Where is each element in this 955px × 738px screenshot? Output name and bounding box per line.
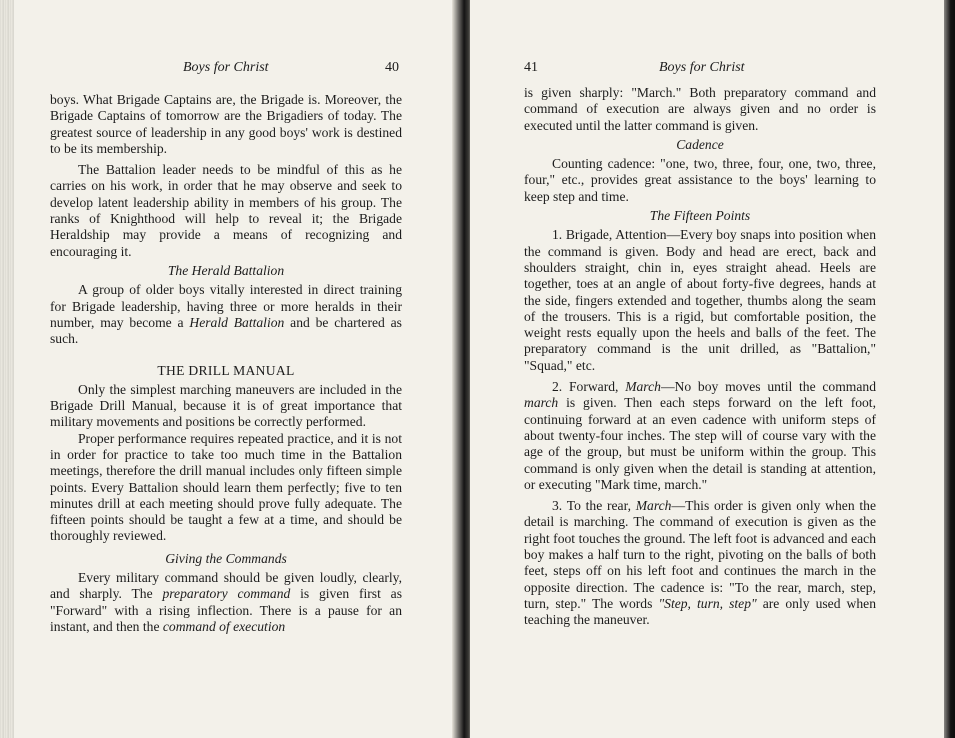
page-number-right: 41 — [524, 60, 538, 75]
commands-paragraph — [50, 570, 402, 635]
leader-paragraph: The Battalion leader needs to be mindful of this as he carries on his work, in order that he may observe and seek to develop latent leadership ability in members of his group. The ranks of Knighthood will help to reveal it; the Brigade Heraldship may provide a means of recognizing and encouraging it. — [50, 162, 402, 259]
herald-paragraph — [50, 282, 402, 347]
cadence-heading: Cadence — [676, 136, 724, 152]
point-2-italic-2: march — [524, 395, 559, 411]
drill-paragraph-1: Only the simplest marching maneuvers are included in the Brigade Drill Manual, because it is of great importance that military movements and positions be correctly performed. — [50, 381, 402, 430]
commands-text-a: Every military command should be given loudly, clearly, and sharply. The — [50, 570, 402, 602]
commands-heading: Giving the Commands — [165, 550, 287, 566]
point-2-b: —No boy moves until the command — [660, 379, 876, 395]
commands-text-b: is given first as "Forward" with a rising inflection. There is a pause for an instant, and then the — [50, 586, 402, 634]
point-1: 1. Brigade, Attention—Every boy snaps into position when the command is given. Body and head are erect, back and shoulders straight, chin in, eyes straight ahead. Heels are together, toes at an angle of about forty-five degrees, hands at the side, fingers extended and together, thumbs along the seam of the trousers. This is a rigid, but comfortable position, the weight rests equally upon the heels and balls of the feet. The preparatory command is the unit drilled, as "Battalion," "Squad," etc. — [524, 227, 876, 373]
running-head-right: Boys for Christ — [659, 60, 745, 75]
commands-italic-1: preparatory command — [162, 586, 291, 602]
herald-italic: Herald Battalion — [189, 314, 285, 330]
point-3-c: are only used when teaching the maneuver. — [524, 595, 876, 628]
intro-paragraph: boys. What Brigade Captains are, the Brigade is. Moreover, the Brigade Captains of tomorrow are the Brigadiers of today. The greatest source of leadership in any good boys' work is destined to be its membership. — [50, 92, 402, 156]
left-page — [0, 0, 455, 738]
page-edges — [0, 0, 14, 738]
point-2-a: 2. Forward, — [552, 379, 619, 395]
point-3-a: 3. To the rear, — [552, 498, 631, 514]
herald-text: A group of older boys vitally interested in direct training for Brigade leadership, having three or more heralds in their number, may become a — [50, 282, 402, 330]
continuation-paragraph: is given sharply: "March." Both preparatory command and command of execution are always given and no order is executed until the latter command is given. — [524, 85, 876, 133]
point-2-c: is given. Then each steps forward on the left foot, continuing forward at an even cadence with uniform steps of about twenty-four inches. The step will of course vary with the age of the group, but must be uniform within the group. This command is only given when the detail is standing at attention, or executing "Mark time, march." — [524, 395, 876, 492]
point-3 — [524, 498, 876, 628]
point-2 — [524, 379, 876, 493]
drill-paragraph-2: Proper performance requires repeated practice, and it is not in order for practice to take too much time in the Battalion meetings, therefore the drill manual includes only fifteen simple points. Every Battalion should learn them perfectly; five to ten minutes drill at each meeting should prove fully adequate. The fifteen points should be taught a few at a time, and should be thoroughly reviewed. — [50, 430, 402, 544]
right-page-body — [524, 85, 876, 629]
fifteen-points-heading: The Fifteen Points — [649, 208, 751, 224]
herald-heading: The Herald Battalion — [167, 262, 285, 278]
left-page-body — [50, 92, 402, 635]
commands-italic-2: command of execution — [162, 618, 286, 634]
herald-end: and be chartered as such. — [50, 314, 402, 347]
point-2-italic-1: March — [625, 379, 661, 395]
point-3-italic-2: "Step, turn, step" — [658, 595, 757, 611]
drill-manual-heading: THE DRILL MANUAL — [157, 363, 295, 379]
point-3-italic: March — [635, 498, 672, 514]
cadence-paragraph: Counting cadence: "one, two, three, four, one, two, three, four," etc., provides great assistance to the boys' learning to keep step and time. — [524, 156, 876, 204]
right-page — [470, 0, 946, 738]
running-head-left: Boys for Christ — [183, 60, 269, 75]
point-3-b: —This order is given only when the detail is marching. The command of execution is given as the right foot touches the ground. The left foot is advanced and each boy makes a half turn to the right, pivoting on the balls of both feet, steps off on his left foot and continues the march in the opposite direction. The cadence is: "To the rear, march, step, turn, step." The words — [524, 498, 876, 611]
page-number-left: 40 — [385, 60, 399, 75]
right-edge-shadow — [944, 0, 955, 738]
